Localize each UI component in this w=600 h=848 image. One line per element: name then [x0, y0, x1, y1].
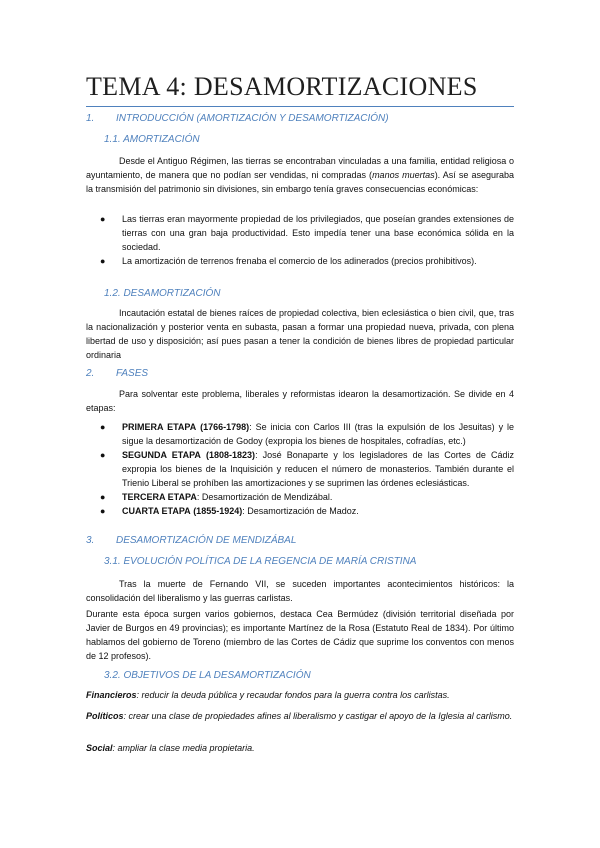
objective-label: Políticos [86, 711, 124, 721]
stage-name: SEGUNDA ETAPA [122, 450, 201, 460]
subsection-1-2-paragraph: Incautación estatal de bienes raíces de propiedad colectiva, bien eclesiástica o bien civil, que, tras la nacionalización y posterior venta en subasta, pasan a formar una propiedad nueva, privada, con plena libertad de uso y disposición; así pues pasan a tener la condición de bienes libres de propiedad particular ordinaria [86, 308, 514, 360]
list-item [86, 254, 514, 268]
stage-name: PRIMERA ETAPA [122, 422, 197, 432]
objective-text: : crear una clase de propiedades afines al liberalismo y castigar el apoyo de la Iglesia al carlismo. [123, 711, 513, 721]
section-3-heading [86, 534, 514, 548]
stage-text: : Desamortización de Mendizábal. [196, 492, 333, 502]
stage-years: (1855-1924) [193, 506, 243, 516]
list-item [86, 420, 514, 448]
subsection-1-2-heading: 1.2. DESAMORTIZACIÓN [104, 288, 221, 299]
section-3-number: 3. [86, 535, 95, 546]
section-1-number: 1. [86, 113, 95, 124]
subsection-3-1-paragraph-1: Tras la muerte de Fernando VII, se suceden importantes acontecimientos históricos: la consolidación del liberalismo y las guerras carlistas. [86, 579, 514, 603]
section-2-heading [86, 367, 514, 381]
stage-years: (1808-1823) [206, 450, 256, 460]
list-item [86, 504, 514, 518]
section-1-heading [86, 112, 514, 126]
page-title: TEMA 4: DESAMORTIZACIONES [86, 72, 478, 101]
stage-text: : Desamortización de Madoz. [242, 506, 359, 516]
objective-item [86, 688, 514, 702]
subsection-1-1-paragraph [86, 154, 514, 196]
subsection-3-1-paragraph-2: Durante esta época surgen varios gobiernos, destaca Cea Bermúdez (división territorial diseñada por Javier de Burgos en 49 provincias); es importante Martínez de la Rosa (Estatuto Real de 1834). Por último hablamos del gobierno de Toreno (miembro de las Cortes de Cádiz que suprime los conventos con menos de 12 profesos). [86, 609, 514, 661]
list-item-text: Las tierras eran mayormente propiedad de los privilegiados, que poseían grandes extensiones de tierras con una gran baja productividad. Esto impedía tener una base económica sólida en la sociedad. [122, 214, 514, 252]
bullet-icon: ● [100, 450, 106, 460]
bullet-icon: ● [100, 506, 106, 516]
objective-label: Social [86, 743, 113, 753]
stage-text: : Se inicia con Carlos III (tras la expulsión de los Jesuitas) y le sigue la desamortización de Godoy (expropia los bienes de hospitales, cofradías, etc.) [122, 422, 514, 446]
subsection-3-2-heading: 3.2. OBJETIVOS DE LA DESAMORTIZACIÓN [104, 670, 311, 681]
section-2-paragraph: Para solventar este problema, liberales y reformistas idearon la desamortización. Se divide en 4 etapas: [86, 389, 514, 413]
section-3-title: DESAMORTIZACIÓN DE MENDIZÁBAL [116, 535, 297, 546]
section-2-title: FASES [116, 368, 149, 379]
objective-item [86, 741, 514, 755]
section-2-number: 2. [86, 368, 95, 379]
bullet-icon: ● [100, 422, 106, 432]
list-item-text: La amortización de terrenos frenaba el comercio de los adinerados (precios prohibitivos). [122, 256, 477, 266]
stage-years: (1766-1798) [200, 422, 250, 432]
stage-text: : José Bonaparte y los legisladores de las Cortes de Cádiz expropia los bienes de la Inquisición y reducen el número de monasterios. También durante el Trienio Liberal se prohíben las amortizaciones y se suprimen las órdenes eclesiásticas. [122, 450, 514, 488]
bullet-icon: ● [100, 214, 106, 224]
objective-text: : ampliar la clase media propietaria. [112, 743, 255, 753]
amortizacion-consequences-list [86, 212, 514, 268]
list-item [86, 212, 514, 254]
list-item [86, 490, 514, 504]
bullet-icon: ● [100, 492, 106, 502]
stage-name: TERCERA ETAPA [122, 492, 197, 502]
objective-text: : reducir la deuda pública y recaudar fondos para la guerra contra los carlistas. [136, 690, 450, 700]
paragraph-text: Desde el Antiguo Régimen, las tierras se encontraban vinculadas a una familia, entidad religiosa o ayuntamiento, de manera que no podían ser vendidas, ni compradas ( [86, 156, 514, 180]
title-underline [86, 106, 514, 107]
paragraph-text: ). Así se aseguraba la transmisión del patrimonio sin divisiones, sin embargo tenía graves consecuencias económicas: [86, 170, 514, 194]
list-item [86, 448, 514, 490]
bullet-icon: ● [100, 256, 106, 266]
subsection-1-1-heading: 1.1. AMORTIZACIÓN [104, 134, 200, 145]
objective-label: Financieros [86, 690, 137, 700]
section-1-title: INTRODUCCIÓN (AMORTIZACIÓN Y DESAMORTIZACIÓN) [116, 113, 389, 124]
paragraph-italic-text: manos muertas [372, 170, 435, 180]
stages-list [86, 420, 514, 518]
objective-item [86, 709, 514, 723]
stage-name: CUARTA ETAPA [122, 506, 191, 516]
subsection-3-1-heading: 3.1. EVOLUCIÓN POLÍTICA DE LA REGENCIA DE MARÍA CRISTINA [104, 556, 417, 567]
